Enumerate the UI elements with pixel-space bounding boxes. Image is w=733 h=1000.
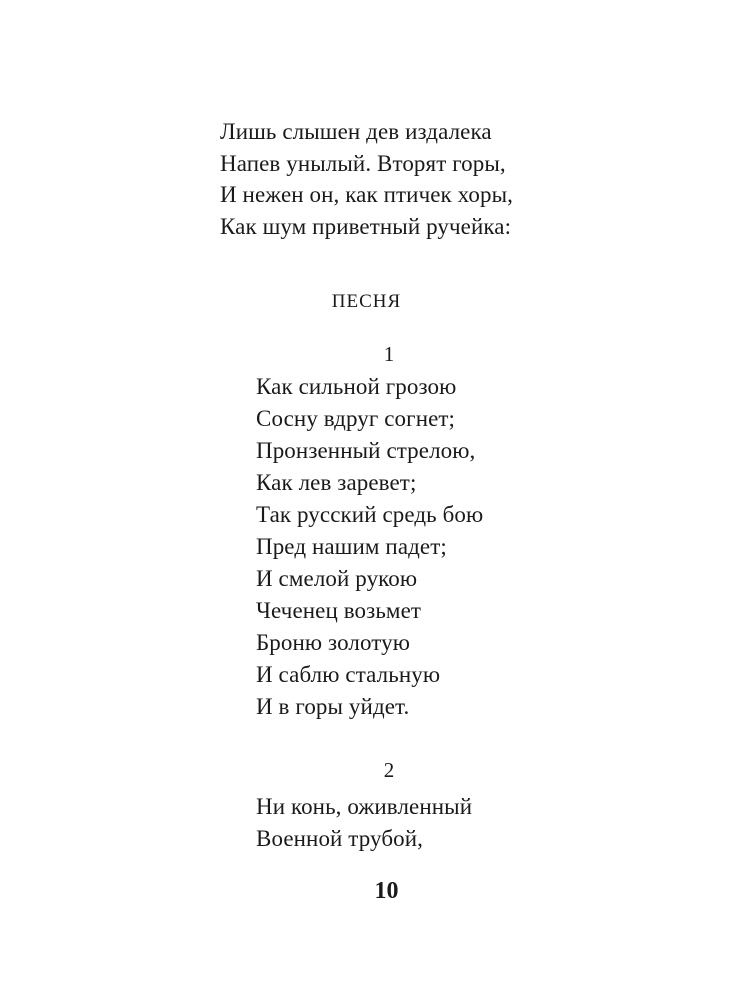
song-stanza-2 bbox=[256, 791, 472, 855]
song-stanza-1 bbox=[256, 371, 483, 723]
stanza-number: 2 bbox=[383, 758, 395, 782]
verse-line: И в горы уйдет. bbox=[256, 694, 410, 719]
verse-line: Как шум приветный ручейка: bbox=[220, 213, 512, 239]
verse-line: Броню золотую bbox=[256, 630, 411, 655]
verse-line: Сосну вдруг согнет; bbox=[256, 406, 456, 431]
verse-line: И саблю стальную bbox=[256, 662, 441, 687]
verse-line: Чеченец возьмет bbox=[256, 598, 422, 623]
verse-line: Пред нашим падет; bbox=[256, 534, 447, 559]
intro-stanza bbox=[220, 116, 513, 242]
verse-line: Как сильной грозою bbox=[256, 374, 457, 399]
verse-line: Как лев заревет; bbox=[256, 470, 417, 495]
song-title: ПЕСНЯ bbox=[331, 291, 402, 312]
verse-line: Так русский средь бою bbox=[256, 502, 484, 527]
verse-line: Пронзенный стрелою, bbox=[256, 438, 476, 463]
page-number: 10 bbox=[374, 878, 399, 904]
stanza-number: 1 bbox=[383, 342, 395, 366]
verse-line: Ни конь, оживленный bbox=[256, 794, 473, 819]
verse-line: И смелой рукою bbox=[256, 566, 418, 591]
verse-line: И нежен он, как птичек хоры, bbox=[220, 182, 513, 207]
verse-line: Напев унылый. Вторят горы, bbox=[220, 150, 506, 176]
verse-line: Лишь слышен дев издалека bbox=[220, 119, 492, 144]
verse-line: Военной трубой, bbox=[256, 826, 423, 851]
